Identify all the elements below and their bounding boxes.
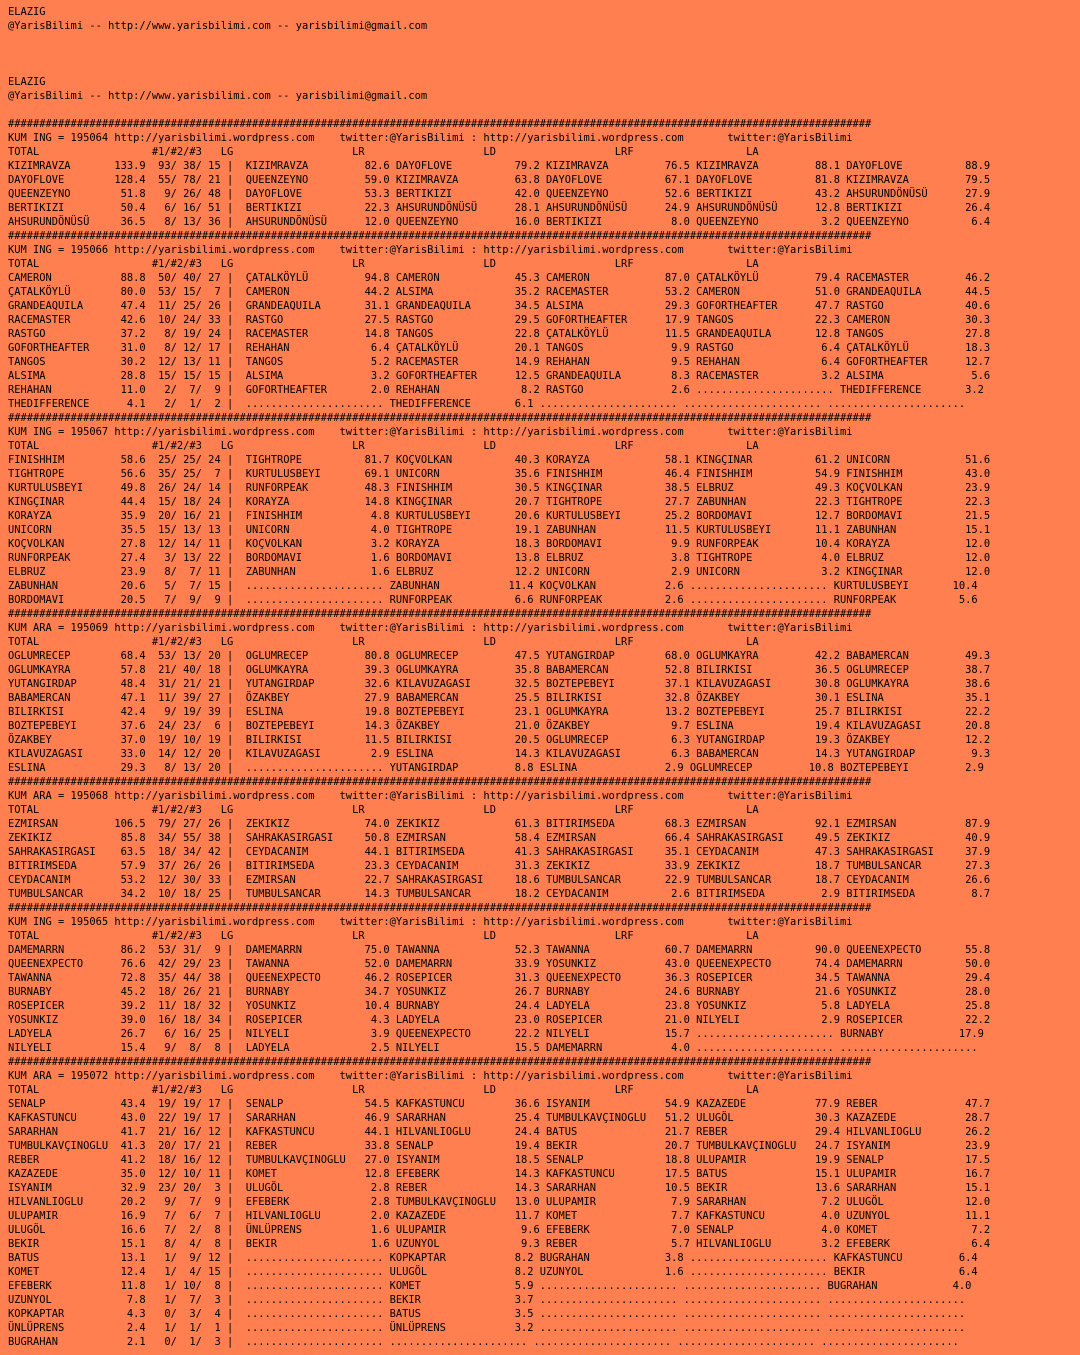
report-line: ÇATALKÖYLÜ 80.0 53/ 15/ 7 | CAMERON 44.2 ALSIMA 35.2 RACEMASTER 53.2 CAMERON 51.0 GRANDEAQUILA 44.5 <box>8 286 991 298</box>
race-header-line: KUM ING = 195065 http://yarisbilimi.wordpress.com twitter:@YarisBilimi : http://yarisbilimi.wordpress.com twitter:@YarisBilimi <box>8 916 853 928</box>
race-header-line: KUM ARA = 195072 http://yarisbilimi.wordpress.com twitter:@YarisBilimi : http://yarisbilimi.wordpress.com twitter:@YarisBilimi <box>8 1070 853 1082</box>
column-header-line: TOTAL #1/#2/#3 LG LR LD LRF LA <box>8 930 759 942</box>
report-line: BERTIKIZI 50.4 6/ 16/ 51 | BERTIKIZI 22.3 AHSURUNDÖNÜSÜ 28.1 AHSURUNDÖNÜSÜ 24.9 AHSURUNDÖNÜSÜ 12.8 BERTIKIZI 26.4 <box>8 202 991 214</box>
report-line: DAYOFLOVE 128.4 55/ 78/ 21 | QUEENZEYNO 59.0 KIZIMRAVZA 63.8 DAYOFLOVE 67.1 DAYOFLOVE 81.8 KIZIMRAVZA 79.5 <box>8 174 991 186</box>
report-line: KAFKASTUNCU 43.0 22/ 19/ 17 | SARARHAN 46.9 SARARHAN 25.4 TUMBULKAVÇINOGLU 51.2 ULUGÖL 30.3 KAZAZEDE 28.7 <box>8 1112 991 1124</box>
column-header-line: TOTAL #1/#2/#3 LG LR LD LRF LA <box>8 636 759 648</box>
report-line: @YarisBilimi -- http://www.yarisbilimi.com -- yarisbilimi@gmail.com <box>8 20 428 32</box>
report-line: KOÇVOLKAN 27.8 12/ 14/ 11 | KOÇVOLKAN 3.2 KORAYZA 18.3 BORDOMAVI 9.9 RUNFORPEAK 10.4 KORAYZA 12.0 <box>8 538 991 550</box>
report-line: BITIRIMSEDA 57.9 37/ 26/ 26 | BITIRIMSEDA 23.3 CEYDACANIM 31.3 ZEKIKIZ 33.9 ZEKIKIZ 18.7 TUMBULSANCAR 27.3 <box>8 860 991 872</box>
report-line: GRANDEAQUILA 47.4 11/ 25/ 26 | GRANDEAQUILA 31.1 GRANDEAQUILA 34.5 ALSIMA 29.3 GOFORTHEAFTER 47.7 RASTGO 40.6 <box>8 300 991 312</box>
report-line: UZUNYOL 7.8 1/ 7/ 3 | ...................... BEKIR 3.7 ...................... ...................... ...................... <box>8 1294 966 1306</box>
separator-line: ########################################################################################################################################## <box>8 118 872 130</box>
report-line: BOZTEPEBEYI 37.6 24/ 23/ 6 | BOZTEPEBEYI 14.3 ÖZAKBEY 21.0 ÖZAKBEY 9.7 ESLINA 19.4 KILAVUZAGASI 20.8 <box>8 720 991 732</box>
race-header-line: KUM ARA = 195069 http://yarisbilimi.wordpress.com twitter:@YarisBilimi : http://yarisbilimi.wordpress.com twitter:@YarisBilimi <box>8 622 853 634</box>
report-line: ULUGÖL 16.6 7/ 2/ 8 | ÜNLÜPRENS 1.6 ULUPAMIR 9.6 EFEBERK 7.0 SENALP 4.0 KOMET 7.2 <box>8 1224 991 1236</box>
column-header-line: TOTAL #1/#2/#3 LG LR LD LRF LA <box>8 146 759 158</box>
report-line: HILVANLIOGLU 20.2 9/ 7/ 9 | EFEBERK 2.8 TUMBULKAVÇINOGLU 13.0 ULUPAMIR 7.9 SARARHAN 7.2 ULUGÖL 12.0 <box>8 1196 991 1208</box>
column-header-line: TOTAL #1/#2/#3 LG LR LD LRF LA <box>8 804 759 816</box>
report-line: FINISHHIM 58.6 25/ 25/ 24 | TIGHTROPE 81.7 KOÇVOLKAN 40.3 KORAYZA 58.1 KINGÇINAR 61.2 UNICORN 51.6 <box>8 454 991 466</box>
report-line: CEYDACANIM 53.2 12/ 30/ 33 | EZMIRSAN 22.7 SAHRAKASIRGASI 18.6 TUMBULSANCAR 22.9 TUMBULSANCAR 18.7 CEYDACANIM 26.6 <box>8 874 991 886</box>
race-header-line: KUM ING = 195067 http://yarisbilimi.wordpress.com twitter:@YarisBilimi : http://yarisbilimi.wordpress.com twitter:@YarisBilimi <box>8 426 853 438</box>
separator-line: ########################################################################################################################################## <box>8 608 872 620</box>
report-line: QUEENZEYNO 51.8 9/ 26/ 48 | DAYOFLOVE 53.3 BERTIKIZI 42.0 QUEENZEYNO 52.6 BERTIKIZI 43.2 AHSURUNDÖNÜSÜ 27.9 <box>8 188 991 200</box>
report-line: AHSURUNDÖNÜSÜ 36.5 8/ 13/ 36 | AHSURUNDÖNÜSÜ 12.0 QUEENZEYNO 16.0 BERTIKIZI 8.0 QUEENZEYNO 3.2 QUEENZEYNO 6.4 <box>8 216 991 228</box>
report-line: BILIRKISI 42.4 9/ 19/ 39 | ESLINA 19.8 BOZTEPEBEYI 23.1 OGLUMKAYRA 13.2 BOZTEPEBEYI 25.7 BILIRKISI 22.2 <box>8 706 991 718</box>
report-line: RACEMASTER 42.6 10/ 24/ 33 | RASTGO 27.5 RASTGO 29.5 GOFORTHEAFTER 17.9 TANGOS 22.3 CAMERON 30.3 <box>8 314 991 326</box>
report-line: @YarisBilimi -- http://www.yarisbilimi.com -- yarisbilimi@gmail.com <box>8 90 428 102</box>
race-header-line: KUM ING = 195066 http://yarisbilimi.wordpress.com twitter:@YarisBilimi : http://yarisbilimi.wordpress.com twitter:@YarisBilimi <box>8 244 853 256</box>
column-header-line: TOTAL #1/#2/#3 LG LR LD LRF LA <box>8 1084 759 1096</box>
report-line: KINGÇINAR 44.4 15/ 18/ 24 | KORAYZA 14.8 KINGÇINAR 20.7 TIGHTROPE 27.7 ZABUNHAN 22.3 TIGHTROPE 22.3 <box>8 496 991 508</box>
report-line: KURTULUSBEYI 49.8 26/ 24/ 14 | RUNFORPEAK 48.3 FINISHHIM 30.5 KINGÇINAR 38.5 ELBRUZ 49.3 KOÇVOLKAN 23.9 <box>8 482 991 494</box>
report-line: TANGOS 30.2 12/ 13/ 11 | TANGOS 5.2 RACEMASTER 14.9 REHAHAN 9.5 REHAHAN 6.4 GOFORTHEAFTER 12.7 <box>8 356 991 368</box>
report-line: TUMBULSANCAR 34.2 10/ 18/ 25 | TUMBULSANCAR 14.3 TUMBULSANCAR 18.2 CEYDACANIM 2.6 BITIRIMSEDA 2.9 BITIRIMSEDA 8.7 <box>8 888 991 900</box>
report-line: KORAYZA 35.9 20/ 16/ 21 | FINISHHIM 4.8 KURTULUSBEYI 20.6 KURTULUSBEYI 25.2 BORDOMAVI 12.7 BORDOMAVI 21.5 <box>8 510 991 522</box>
separator-line: ########################################################################################################################################## <box>8 230 872 242</box>
report-line: OGLUMKAYRA 57.8 21/ 40/ 18 | OGLUMKAYRA 39.3 OGLUMKAYRA 35.8 BABAMERCAN 52.8 BILIRKISI 36.5 OGLUMRECEP 38.7 <box>8 664 991 676</box>
report-line: ÜNLÜPRENS 2.4 1/ 1/ 1 | ...................... ÜNLÜPRENS 3.2 ...................... ...................... ...................... <box>8 1322 966 1334</box>
report-line: ELAZIG <box>8 6 46 18</box>
column-header-line: TOTAL #1/#2/#3 LG LR LD LRF LA <box>8 440 759 452</box>
report-line: DAMEMARRN 86.2 53/ 31/ 9 | DAMEMARRN 75.0 TAWANNA 52.3 TAWANNA 60.7 DAMEMARRN 90.0 QUEENEXPECTO 55.8 <box>8 944 991 956</box>
separator-line: ########################################################################################################################################## <box>8 902 872 914</box>
report-line: ELAZIG <box>8 76 46 88</box>
race-header-line: KUM ING = 195064 http://yarisbilimi.wordpress.com twitter:@YarisBilimi : http://yarisbilimi.wordpress.com twitter:@YarisBilimi <box>8 132 853 144</box>
report-line: KILAVUZAGASI 33.0 14/ 12/ 20 | KILAVUZAGASI 2.9 ESLINA 14.3 KILAVUZAGASI 6.3 BABAMERCAN 14.3 YUTANGIRDAP 9.3 <box>8 748 991 760</box>
report-line: ELBRUZ 23.9 8/ 7/ 11 | ZABUNHAN 1.6 ELBRUZ 12.2 UNICORN 2.9 UNICORN 3.2 KINGÇINAR 12.0 <box>8 566 991 578</box>
report-line: ESLINA 29.3 8/ 13/ 20 | ...................... YUTANGIRDAP 8.8 ESLINA 2.9 OGLUMRECEP 10.8 BOZTEPEBEYI 2.9 <box>8 762 984 774</box>
report-line: ULUPAMIR 16.9 7/ 6/ 7 | HILVANLIOGLU 2.0 KAZAZEDE 11.7 KOMET 7.7 KAFKASTUNCU 4.0 UZUNYOL 11.1 <box>8 1210 991 1222</box>
report-line: KAZAZEDE 35.0 12/ 10/ 11 | KOMET 12.8 EFEBERK 14.3 KAFKASTUNCU 17.5 BATUS 15.1 ULUPAMIR 16.7 <box>8 1168 991 1180</box>
report-line <box>8 47 1080 61</box>
report-line: THEDIFFERENCE 4.1 2/ 1/ 2 | ...................... THEDIFFERENCE 6.1 ...................... ...................... ...................... <box>8 398 966 410</box>
report-line <box>8 61 1080 75</box>
race-header-line: KUM ARA = 195068 http://yarisbilimi.wordpress.com twitter:@YarisBilimi : http://yarisbilimi.wordpress.com twitter:@YarisBilimi <box>8 790 853 802</box>
report-line: ZABUNHAN 20.6 5/ 7/ 15 | ...................... ZABUNHAN 11.4 KOÇVOLKAN 2.6 ...................... KURTULUSBEYI 10.4 <box>8 580 978 592</box>
report-line: YOSUNKIZ 39.0 16/ 18/ 34 | ROSEPICER 4.3 LADYELA 23.0 ROSEPICER 21.0 NILYELI 2.9 ROSEPICER 22.2 <box>8 1014 991 1026</box>
report-line: EFEBERK 11.8 1/ 10/ 8 | ...................... KOMET 5.9 ...................... ...................... BUGRAHAN 4.0 <box>8 1280 972 1292</box>
report-line: RUNFORPEAK 27.4 3/ 13/ 22 | BORDOMAVI 1.6 BORDOMAVI 13.8 ELBRUZ 3.8 TIGHTROPE 4.0 ELBRUZ 12.0 <box>8 552 991 564</box>
report-line: QUEENEXPECTO 76.6 42/ 29/ 23 | TAWANNA 52.0 DAMEMARRN 33.9 YOSUNKIZ 43.0 QUEENEXPECTO 74.4 DAMEMARRN 50.0 <box>8 958 991 970</box>
report-line: ALSIMA 28.8 15/ 15/ 15 | ALSIMA 3.2 GOFORTHEAFTER 12.5 GRANDEAQUILA 8.3 RACEMASTER 3.2 ALSIMA 5.6 <box>8 370 991 382</box>
report-line: CAMERON 88.8 50/ 40/ 27 | ÇATALKÖYLÜ 94.8 CAMERON 45.3 CAMERON 87.0 ÇATALKÖYLÜ 79.4 RACEMASTER 46.2 <box>8 272 991 284</box>
report-line: SAHRAKASIRGASI 63.5 18/ 34/ 42 | CEYDACANIM 44.1 BITIRIMSEDA 41.3 SAHRAKASIRGASI 35.1 CEYDACANIM 47.3 SAHRAKASIRGASI 37.9 <box>8 846 991 858</box>
report-line <box>8 33 1080 47</box>
report-line: BORDOMAVI 20.5 7/ 9/ 9 | ...................... RUNFORPEAK 6.6 RUNFORPEAK 2.6 ...................... RUNFORPEAK 5.6 <box>8 594 978 606</box>
report-line: TUMBULKAVÇINOGLU 41.3 20/ 17/ 21 | REBER 33.8 SENALP 19.4 BEKIR 20.7 TUMBULKAVÇINOGLU 24.7 ISYANIM 23.9 <box>8 1140 991 1152</box>
report-line: KOPKAPTAR 4.3 0/ 3/ 4 | ...................... BATUS 3.5 ...................... ...................... ...................... <box>8 1308 966 1320</box>
report-line: UNICORN 35.5 15/ 13/ 13 | UNICORN 4.0 TIGHTROPE 19.1 ZABUNHAN 11.5 KURTULUSBEYI 11.1 ZABUNHAN 15.1 <box>8 524 991 536</box>
column-header-line: TOTAL #1/#2/#3 LG LR LD LRF LA <box>8 258 759 270</box>
report-line <box>8 103 1080 117</box>
report-line: ROSEPICER 39.2 11/ 18/ 32 | YOSUNKIZ 10.4 BURNABY 24.4 LADYELA 23.8 YOSUNKIZ 5.8 LADYELA 25.8 <box>8 1000 991 1012</box>
separator-line: ########################################################################################################################################## <box>8 776 872 788</box>
report-line: EZMIRSAN 106.5 79/ 27/ 26 | ZEKIKIZ 74.0 ZEKIKIZ 61.3 BITIRIMSEDA 68.3 EZMIRSAN 92.1 EZMIRSAN 87.9 <box>8 818 991 830</box>
report-line: ÖZAKBEY 37.0 19/ 10/ 19 | BILIRKISI 11.5 BILIRKISI 20.5 OGLUMRECEP 6.3 YUTANGIRDAP 19.3 ÖZAKBEY 12.2 <box>8 734 991 746</box>
report-line: SARARHAN 41.7 21/ 16/ 12 | KAFKASTUNCU 44.1 HILVANLIOGLU 24.4 BATUS 21.7 REBER 29.4 HILVANLIOGLU 26.2 <box>8 1126 991 1138</box>
report-line: RASTGO 37.2 8/ 19/ 24 | RACEMASTER 14.8 TANGOS 22.8 ÇATALKÖYLÜ 11.5 GRANDEAQUILA 12.8 TANGOS 27.8 <box>8 328 991 340</box>
report-line: KIZIMRAVZA 133.9 93/ 38/ 15 | KIZIMRAVZA 82.6 DAYOFLOVE 79.2 KIZIMRAVZA 76.5 KIZIMRAVZA 88.1 DAYOFLOVE 88.9 <box>8 160 991 172</box>
separator-line: ########################################################################################################################################## <box>8 412 872 424</box>
report-line: BABAMERCAN 47.1 11/ 39/ 27 | ÖZAKBEY 27.9 BABAMERCAN 25.5 BILIRKISI 32.8 ÖZAKBEY 30.1 ESLINA 35.1 <box>8 692 991 704</box>
report-line: BATUS 13.1 1/ 9/ 12 | ...................... KOPKAPTAR 8.2 BUGRAHAN 3.8 ...................... KAFKASTUNCU 6.4 <box>8 1252 978 1264</box>
report-line: BEKIR 15.1 8/ 4/ 8 | BEKIR 1.6 UZUNYOL 9.3 REBER 5.7 HILVANLIOGLU 3.2 EFEBERK 6.4 <box>8 1238 991 1250</box>
report-line: ISYANIM 32.9 23/ 20/ 3 | ULUGÖL 2.8 REBER 14.3 SARARHAN 10.5 BEKIR 13.6 SARARHAN 15.1 <box>8 1182 991 1194</box>
report-line: BURNABY 45.2 18/ 26/ 21 | BURNABY 34.7 YOSUNKIZ 26.7 BURNABY 24.6 BURNABY 21.6 YOSUNKIZ 28.0 <box>8 986 991 998</box>
report-line: TIGHTROPE 56.6 35/ 25/ 7 | KURTULUSBEYI 69.1 UNICORN 35.6 FINISHHIM 46.4 FINISHHIM 54.9 FINISHHIM 43.0 <box>8 468 991 480</box>
report-line: NILYELI 15.4 9/ 8/ 8 | LADYELA 2.5 NILYELI 15.5 DAMEMARRN 4.0 ...................... ...................... <box>8 1042 978 1054</box>
report-line: OGLUMRECEP 68.4 53/ 13/ 20 | OGLUMRECEP 80.8 OGLUMRECEP 47.5 YUTANGIRDAP 68.0 OGLUMKAYRA 42.2 BABAMERCAN 49.3 <box>8 650 991 662</box>
report-line: SENALP 43.4 19/ 19/ 17 | SENALP 54.5 KAFKASTUNCU 36.6 ISYANIM 54.9 KAZAZEDE 77.9 REBER 47.7 <box>8 1098 991 1110</box>
report-line: GOFORTHEAFTER 31.0 8/ 12/ 17 | REHAHAN 6.4 ÇATALKÖYLÜ 20.1 TANGOS 9.9 RASTGO 6.4 ÇATALKÖYLÜ 18.3 <box>8 342 991 354</box>
report-line: LADYELA 26.7 6/ 16/ 25 | NILYELI 3.9 QUEENEXPECTO 22.2 NILYELI 15.7 ...................... BURNABY 17.9 <box>8 1028 984 1040</box>
report-line: TAWANNA 72.8 35/ 44/ 38 | QUEENEXPECTO 46.2 ROSEPICER 31.3 QUEENEXPECTO 36.3 ROSEPICER 34.5 TAWANNA 29.4 <box>8 972 991 984</box>
report-line: BUGRAHAN 2.1 0/ 1/ 3 | ...................... ...................... ...................... ...................... ...................... <box>8 1336 959 1348</box>
report-line: KOMET 12.4 1/ 4/ 15 | ...................... ULUGÖL 8.2 UZUNYOL 1.6 ...................... BEKIR 6.4 <box>8 1266 978 1278</box>
report-line: REHAHAN 11.0 2/ 7/ 9 | GOFORTHEAFTER 2.0 REHAHAN 8.2 RASTGO 2.6 ...................... THEDIFFERENCE 3.2 <box>8 384 984 396</box>
report-line: YUTANGIRDAP 48.4 31/ 21/ 21 | YUTANGIRDAP 32.6 KILAVUZAGASI 32.5 BOZTEPEBEYI 37.1 KILAVUZAGASI 30.8 OGLUMKAYRA 38.6 <box>8 678 991 690</box>
report-line: ZEKIKIZ 85.8 34/ 55/ 38 | SAHRAKASIRGASI 50.8 EZMIRSAN 58.4 EZMIRSAN 66.4 SAHRAKASIRGASI 49.5 ZEKIKIZ 40.9 <box>8 832 991 844</box>
report-line: REBER 41.2 18/ 16/ 12 | TUMBULKAVÇINOGLU 27.0 ISYANIM 18.5 SENALP 18.8 ULUPAMIR 19.9 SENALP 17.5 <box>8 1154 991 1166</box>
separator-line: ########################################################################################################################################## <box>8 1056 872 1068</box>
